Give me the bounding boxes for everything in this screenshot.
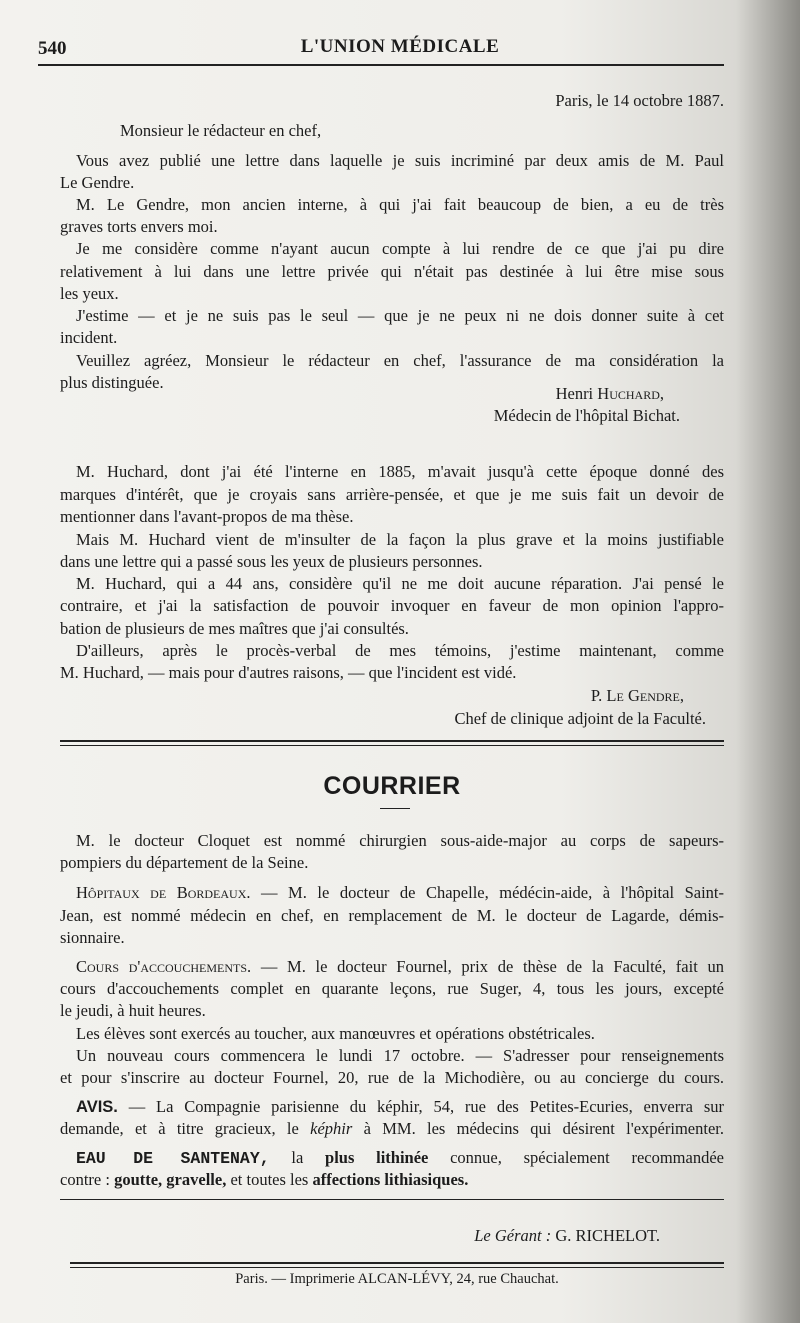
page-number: 540 xyxy=(38,38,67,59)
courrier-p3-line2: cours d'accouchements complet en quarante leçons, rue Suger, 4, tous les jours, excepté xyxy=(60,979,724,998)
letter1-line: incident. xyxy=(60,328,118,347)
letter1-line: J'estime — et je ne suis pas le seul — que je ne peux ni ne dois donner suite à cet xyxy=(76,306,724,325)
letter1-line: les yeux. xyxy=(60,284,119,303)
eau-rule xyxy=(60,1199,724,1200)
letter1-signature-name: Huchard, xyxy=(597,384,664,403)
gerant-name: G. RICHELOT. xyxy=(555,1226,660,1245)
letter2-signature-title: Chef de clinique adjoint de la Faculté. xyxy=(454,709,706,728)
courrier-p3-line4: Les élèves sont exercés au toucher, aux manœuvres et opérations obstétricales. xyxy=(76,1024,595,1043)
courrier-p3-label: Cours d'accouchements. xyxy=(76,957,252,976)
letter1-signature xyxy=(400,384,664,404)
eau-line1 xyxy=(76,1148,724,1169)
letter2-signature-name: P. Le Gendre, xyxy=(590,686,684,705)
avis-line2-b: à MM. les médecins qui désirent l'expérimenter. xyxy=(352,1119,724,1138)
letter2-line: contraire, et j'ai la satisfaction de pouvoir invoquer en faveur de mon opinion l'appro- xyxy=(60,596,724,615)
avis-text: — La Compagnie parisienne du képhir, 54, rue des Petites-Ecuries, enverra sur xyxy=(117,1097,724,1116)
courrier-p2-text: — M. le docteur de Chapelle, médécin-aide, à l'hôpital Saint- xyxy=(250,883,724,902)
letter1-dateline: Paris, le 14 octobre 1887. xyxy=(555,91,724,110)
letter1-line: Le Gendre. xyxy=(60,173,135,192)
courrier-p1-line2: pompiers du département de la Seine. xyxy=(60,853,309,872)
avis-label: AVIS. xyxy=(76,1098,118,1116)
eau-b: connue, spécialement recommandée xyxy=(428,1148,724,1167)
courrier-p1-line1: M. le docteur Cloquet est nommé chirurgien sous-aide-major au corps de sapeurs- xyxy=(76,831,724,850)
letter2-line: M. Huchard, — mais pour d'autres raisons, — que l'incident est vidé. xyxy=(60,663,517,682)
gerant-line xyxy=(400,1226,660,1246)
letter1-signature-title: Médecin de l'hôpital Bichat. xyxy=(493,406,680,425)
eau-line2 xyxy=(60,1170,724,1190)
courrier-p2-line1 xyxy=(76,883,724,903)
letter2-line: M. Huchard, dont j'ai été l'interne en 1885, m'avait jusqu'à cette époque donné des xyxy=(76,462,724,481)
eau-line2-bold: goutte, gravelle, xyxy=(114,1170,227,1189)
letter1-line: plus distinguée. xyxy=(60,373,164,392)
letter2-line: mentionner dans l'avant-propos de ma thèse. xyxy=(60,507,354,526)
letter2-line: bation de plusieurs de mes maîtres que j'ai consultés. xyxy=(60,619,409,638)
eau-label: EAU DE SANTENAY, xyxy=(76,1149,270,1168)
letter1-line: Vous avez publié une lettre dans laquelle je suis incriminé par deux amis de M. Paul xyxy=(76,151,724,170)
letter1-line: graves torts envers moi. xyxy=(60,217,218,236)
courrier-p3-line6: et pour s'inscrire au docteur Fournel, 20, rue de la Michodière, ou au concierge du cours. xyxy=(60,1068,724,1087)
letter2-line: D'ailleurs, après le procès-verbal de mes témoins, j'estime maintenant, comme xyxy=(76,641,724,660)
letter2-line: marques d'intérêt, que je croyais sans arrière-pensée, et que je me suis fait un devoir de xyxy=(60,485,724,504)
letter1-line: M. Le Gendre, mon ancien interne, à qui j'ai fait beaucoup de bien, a eu de très xyxy=(76,195,724,214)
section-rule-bottom xyxy=(60,745,724,746)
courrier-p3-text: — M. le docteur Fournel, prix de thèse de la Faculté, fait un xyxy=(251,957,724,976)
letter1-line: Veuillez agréez, Monsieur le rédacteur en chef, l'assurance de ma considération la xyxy=(76,351,724,370)
letter1-salutation: Monsieur le rédacteur en chef, xyxy=(120,121,322,140)
courrier-heading: COURRIER xyxy=(323,772,461,800)
gerant-label: Le Gérant : xyxy=(474,1226,552,1245)
letter2-line: Mais M. Huchard vient de m'insulter de la façon la plus grave et la moins justifiable xyxy=(76,530,724,549)
avis-line2 xyxy=(60,1119,724,1139)
eau-line2-b: et toutes les xyxy=(226,1170,313,1189)
avis-line1 xyxy=(76,1097,724,1117)
eau-a: la xyxy=(269,1148,326,1167)
courrier-underline xyxy=(380,808,410,809)
journal-title: L'UNION MÉDICALE xyxy=(300,36,500,57)
courrier-p3-line1 xyxy=(76,957,724,977)
imprint: Paris. — Imprimerie ALCAN-LÉVY, 24, rue Chauchat. xyxy=(235,1271,559,1287)
letter2-line: M. Huchard, qui a 44 ans, considère qu'il ne me doit aucune réparation. J'ai pensé le xyxy=(76,574,724,593)
letter1-line: Je me considère comme n'ayant aucun compte à lui rendre de ce que j'ai pu dire xyxy=(76,239,724,258)
courrier-p2-label: Hôpitaux de Bordeaux. xyxy=(76,883,251,902)
section-rule-top xyxy=(60,740,724,742)
courrier-p2-line2: Jean, est nommé médecin en chef, en remplacement de M. le docteur de Lagarde, démis- xyxy=(60,906,724,925)
eau-bold1: plus lithinée xyxy=(325,1148,429,1167)
header-rule xyxy=(38,64,724,66)
footer-rule-top xyxy=(70,1262,724,1264)
avis-kephir: képhir xyxy=(310,1119,353,1138)
eau-line2-bold2: affections lithiasiques. xyxy=(312,1170,469,1189)
avis-line2-a: demande, et à titre gracieux, le xyxy=(60,1119,311,1138)
eau-line2-a: contre : xyxy=(60,1170,115,1189)
letter2-line: dans une lettre qui a passé sous les yeux de plusieurs personnes. xyxy=(60,552,483,571)
courrier-p3-line3: le jeudi, à huit heures. xyxy=(60,1001,206,1020)
courrier-p2-line3: sionnaire. xyxy=(60,928,125,947)
footer-rule-bottom xyxy=(70,1267,724,1268)
courrier-p3-line5: Un nouveau cours commencera le lundi 17 octobre. — S'adresser pour renseignements xyxy=(76,1046,724,1065)
letter1-line: relativement à lui dans une lettre privée qui n'était pas destinée à lui être mise sous xyxy=(60,262,724,281)
letter1-signature-first: Henri xyxy=(555,384,594,403)
